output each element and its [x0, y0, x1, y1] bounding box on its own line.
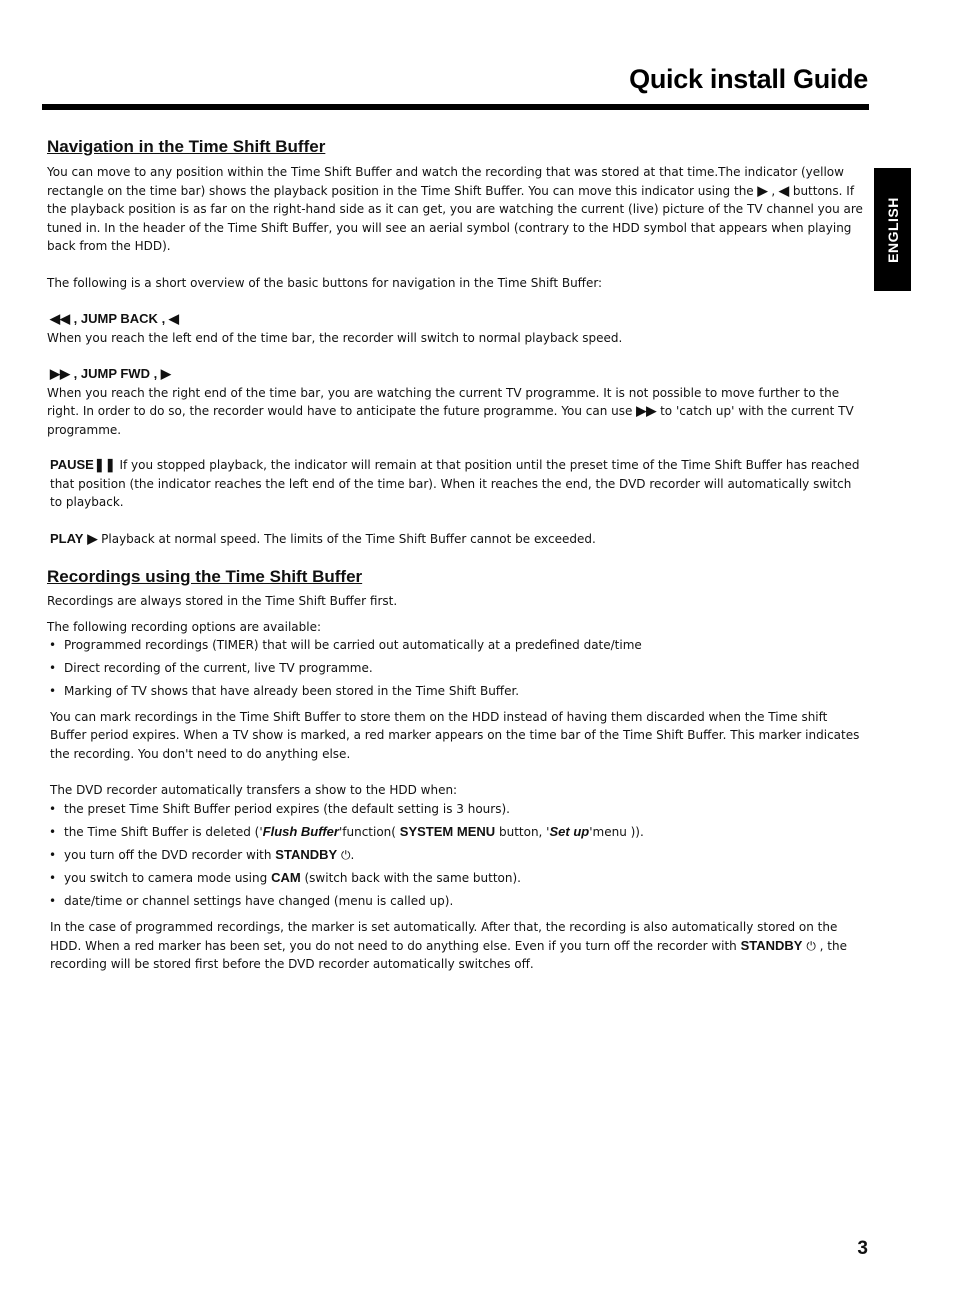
- reverse-icon: ◀: [779, 182, 789, 198]
- skip-next-icon: ▶▶: [50, 366, 70, 381]
- list-item: • date/time or channel settings have changed (menu is called up).: [47, 892, 867, 911]
- section-heading-recordings: Recordings using the Time Shift Buffer: [47, 567, 363, 586]
- page-number: 3: [857, 1238, 868, 1259]
- pause-paragraph: [47, 456, 867, 512]
- cam-text-a: you switch to camera mode using: [64, 870, 268, 885]
- buttons-overview: The following is a short overview of the basic buttons for navigation in the Time Shift Buffer:: [47, 275, 603, 290]
- play-icon: ▶: [160, 366, 171, 381]
- list-item: [47, 869, 867, 888]
- intro-text-b: buttons. If the playback position is as far on the right-hand side as it can get, you are watching the current (live) picture of the TV channel you are tuned in. In the header of the Time Shift Buffer, you will see an aerial symbol (contrary to the HDD symbol that appears when playing back from the HDD).: [47, 183, 863, 253]
- navigation-intro: [47, 163, 867, 256]
- play-icon: ▶: [87, 530, 98, 546]
- pause-icon: ❚❚: [93, 457, 116, 472]
- pause-label: PAUSE: [50, 457, 94, 472]
- jump-fwd-text-b: to 'catch up' with the current TV programme.: [47, 404, 854, 437]
- power-icon: ⏻: [806, 938, 816, 953]
- p5-text-a: In the case of programmed recordings, the marker is set automatically. After that, the recording is also automatically stored on the HDD. When a red marker has been set, you do not need to do anything else. Even if you turn off the recorder with: [50, 920, 838, 953]
- recording-options-list: [47, 636, 867, 701]
- flush-text-c: button, ': [498, 824, 550, 839]
- flush-text-a: the Time Shift Buffer is deleted (': [64, 824, 263, 839]
- standby-text-b: .: [350, 847, 355, 862]
- jump-back-sep2: ,: [161, 311, 166, 326]
- jump-fwd-button-line: [47, 365, 867, 384]
- jump-fwd-label: JUMP FWD: [80, 366, 150, 381]
- list-item: [47, 846, 867, 865]
- flush-text-b: 'function(: [338, 824, 396, 839]
- play-text: Playback at normal speed. The limits of the Time Shift Buffer cannot be exceeded.: [101, 531, 596, 546]
- jump-fwd-text-a: When you reach the right end of the time bar, you are watching the current TV programme. It is not possible to move further to the right. In order to do so, the recorder would have to anticipate the future programme. You can use: [47, 385, 840, 418]
- recordings-p3: You can mark recordings in the Time Shift Buffer to store them on the HDD instead of having them discarded when the Time shift Buffer period expires. When a TV show is marked, a red marker appears on the time bar of the Time Shift Buffer. This marker indicates the recording. You don't need to do anything else.: [50, 709, 860, 761]
- jump-fwd-sep1: ,: [73, 366, 78, 381]
- skip-previous-icon: ◀◀: [50, 311, 70, 326]
- play-label: PLAY: [50, 530, 84, 546]
- jump-back-button-line: [47, 310, 867, 329]
- standby-text-a: you turn off the DVD recorder with: [64, 847, 272, 862]
- flush-buffer-label: Flush Buffer: [262, 823, 339, 839]
- set-up-label: Set up: [549, 823, 590, 839]
- flush-text-d: 'menu )).: [589, 824, 644, 839]
- play-paragraph: [47, 530, 867, 549]
- play-icon: ▶: [757, 182, 768, 198]
- page-header-title: Quick install Guide: [629, 64, 868, 94]
- recordings-p2: The following recording options are available:: [47, 619, 322, 634]
- jump-back-label: JUMP BACK: [80, 311, 158, 326]
- jump-fwd-description: [47, 384, 867, 440]
- skip-next-icon: ▶▶: [636, 403, 657, 418]
- list-item: • Direct recording of the current, live TV programme.: [47, 659, 867, 678]
- recordings-p5: [47, 918, 867, 974]
- intro-separator: ,: [771, 183, 776, 198]
- list-item: • Marking of TV shows that have already been stored in the Time Shift Buffer.: [47, 682, 867, 701]
- list-item: [47, 823, 867, 842]
- list-item: • Programmed recordings (TIMER) that will be carried out automatically at a predefined date/time: [47, 636, 867, 655]
- page-content: [47, 136, 867, 974]
- p5-text-b: , the recording will be stored first before the DVD recorder automatically switches off.: [50, 938, 847, 971]
- jump-back-description: When you reach the left end of the time bar, the recorder will switch to normal playback speed.: [47, 330, 623, 345]
- language-tab-label: ENGLISH: [884, 196, 901, 263]
- transfer-conditions-list: [47, 800, 867, 911]
- standby-label: STANDBY: [740, 937, 803, 953]
- reverse-icon: ◀: [168, 311, 179, 326]
- section-heading-navigation: Navigation in the Time Shift Buffer: [47, 137, 326, 156]
- language-tab: [874, 168, 911, 291]
- pause-text: If you stopped playback, the indicator will remain at that position until the preset time of the Time Shift Buffer has reached that position (the indicator reaches the left end of the time bar). When it reaches the end, the DVD recorder will automatically switch to playback.: [50, 458, 860, 509]
- system-menu-label: SYSTEM MENU: [399, 823, 496, 839]
- cam-text-b: (switch back with the same button).: [304, 870, 521, 885]
- recordings-p1: Recordings are always stored in the Time Shift Buffer first.: [47, 594, 398, 608]
- intro-text-a: You can move to any position within the Time Shift Buffer and watch the recording that was stored at that time.The indicator (yellow rectangle on the time bar) shows the playback position in the Time Shift Buffer. You can move this indicator using the: [47, 165, 844, 198]
- power-icon: ⏻: [341, 847, 351, 862]
- jump-fwd-sep2: ,: [153, 366, 158, 381]
- header-rule: [42, 104, 869, 110]
- jump-back-sep1: ,: [73, 311, 78, 326]
- cam-label: CAM: [271, 869, 301, 885]
- list-item: • the preset Time Shift Buffer period expires (the default setting is 3 hours).: [47, 800, 867, 819]
- standby-label: STANDBY: [275, 846, 338, 862]
- recordings-p4: The DVD recorder automatically transfers a show to the HDD when:: [50, 783, 458, 797]
